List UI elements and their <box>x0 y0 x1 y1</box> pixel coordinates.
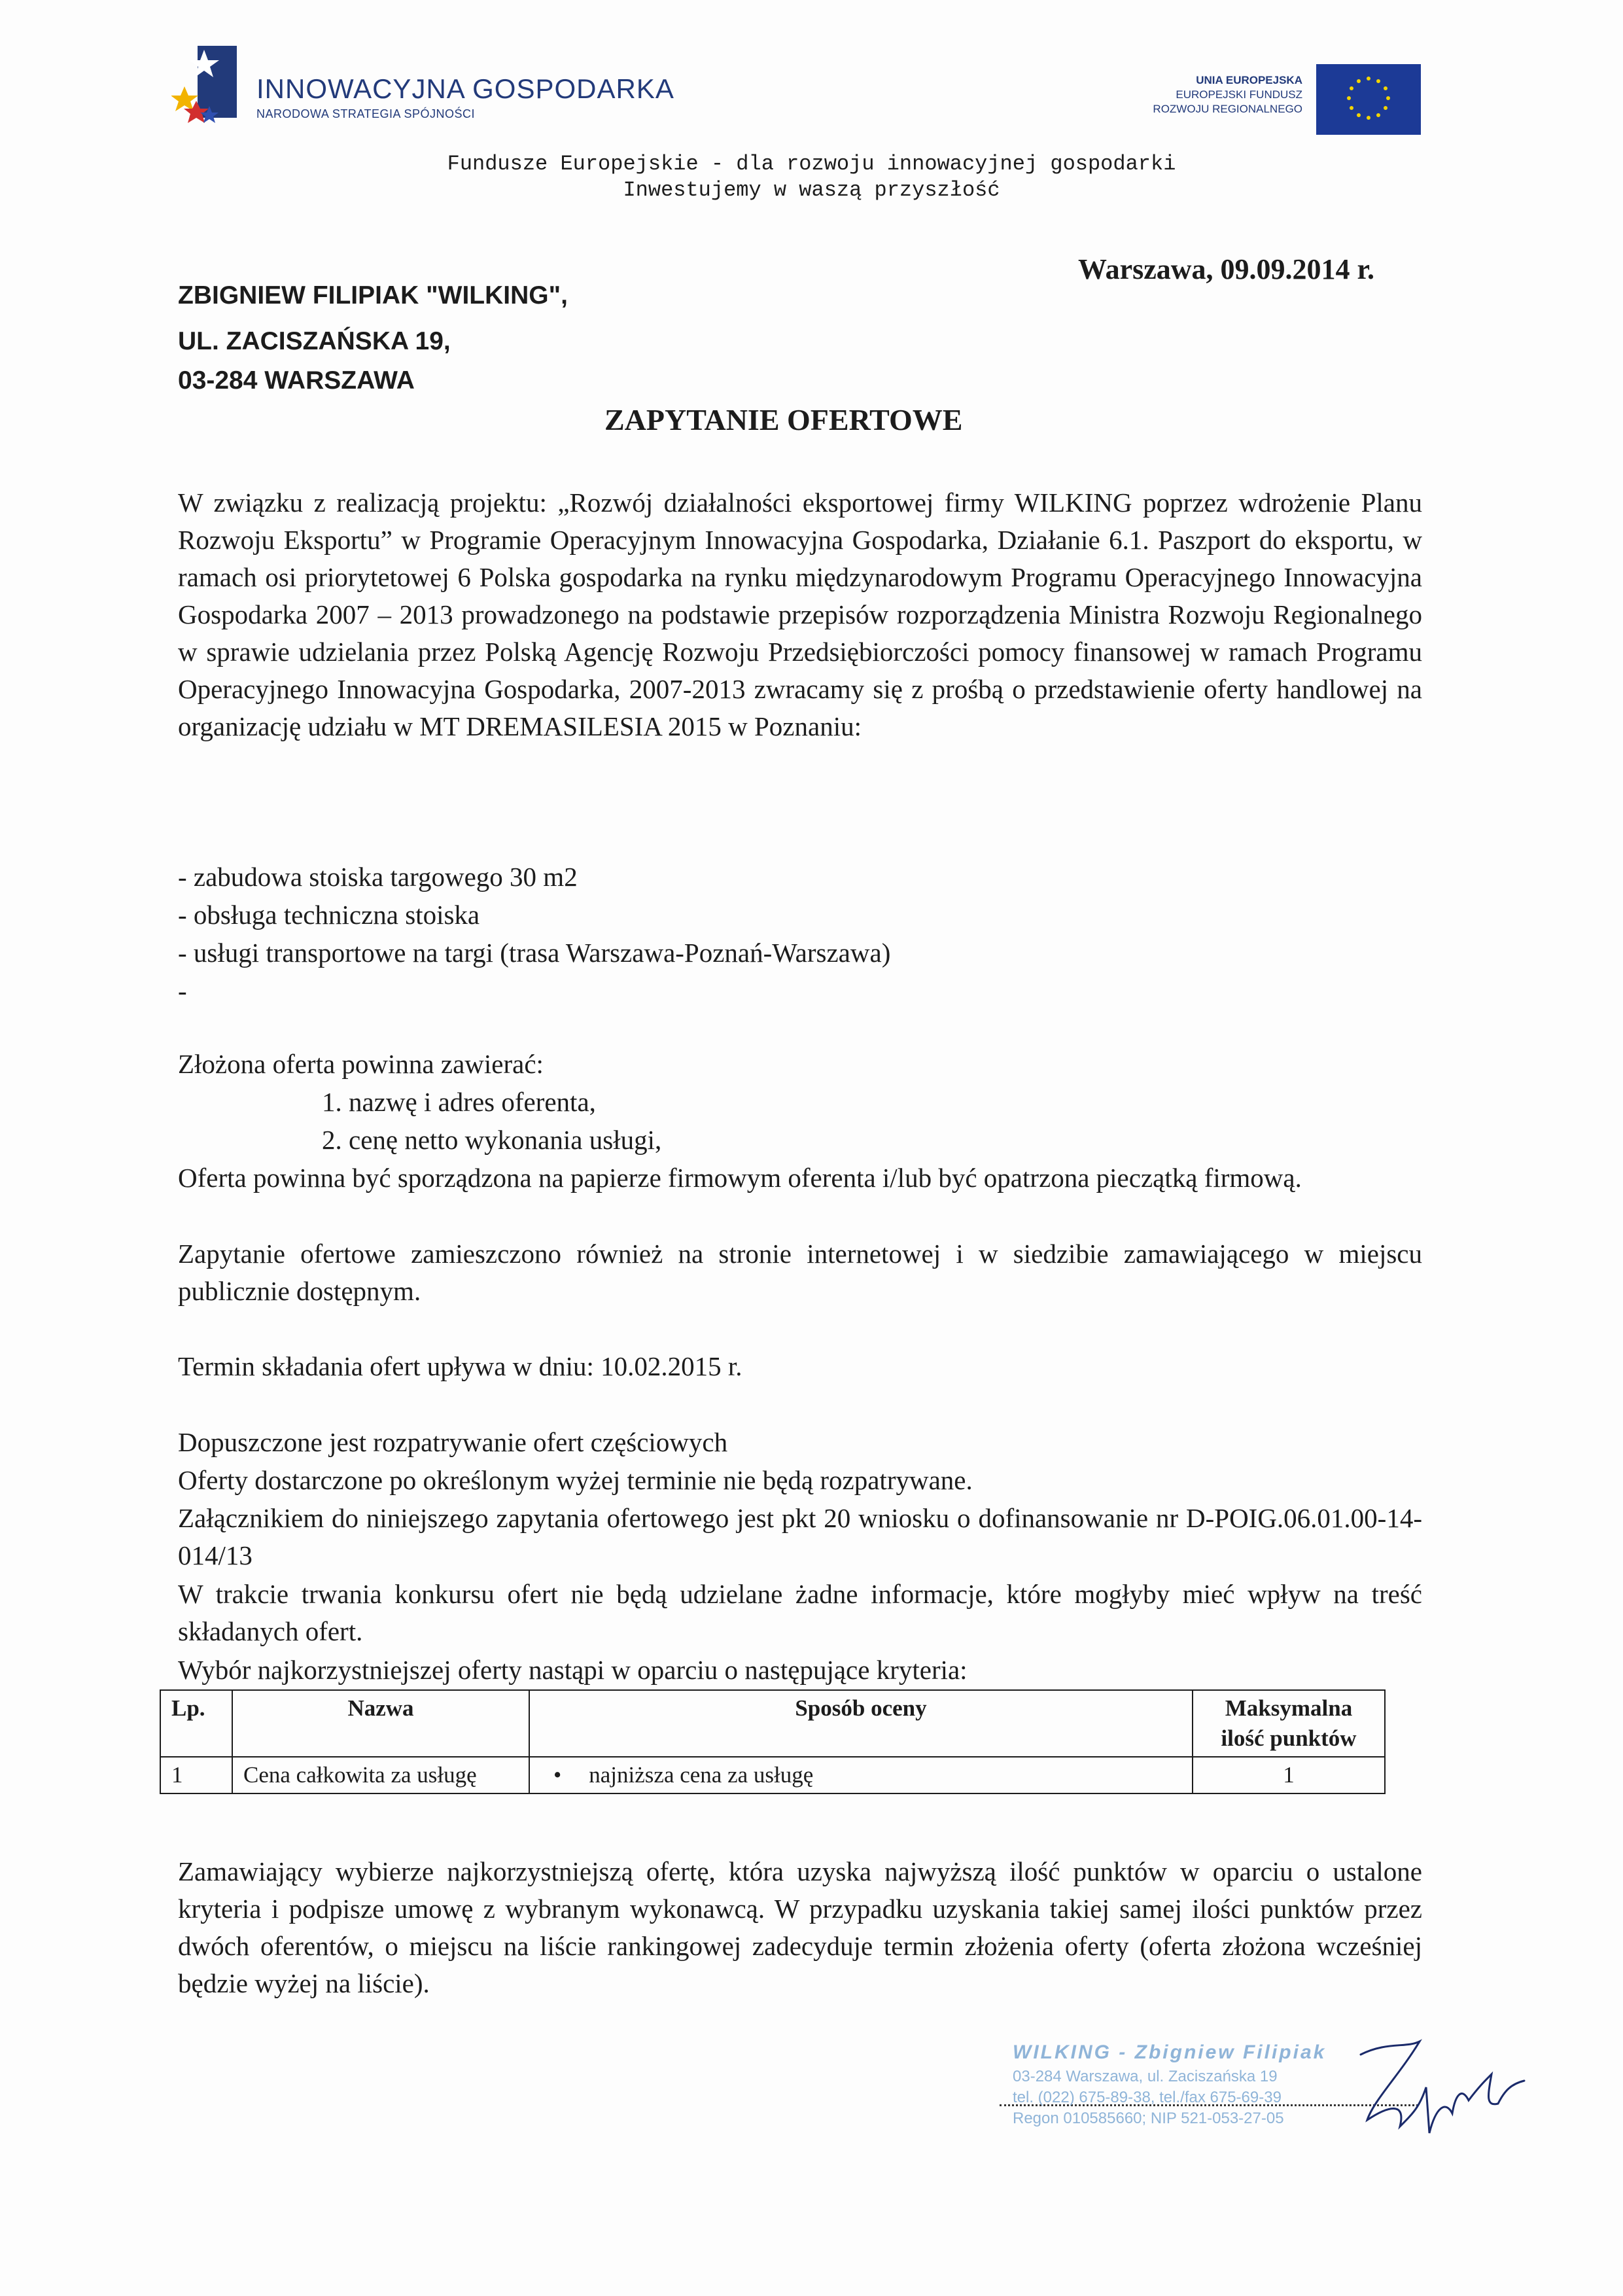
service-item-1: - zabudowa stoiska targowego 30 m2 <box>178 862 578 892</box>
offer-contents-item-2: 2. cenę netto wykonania usługi, <box>322 1125 662 1155</box>
cell-method-text: najniższa cena za usługę <box>589 1762 814 1788</box>
logo-title: INNOWACYJNA GOSPODARKA <box>256 73 674 104</box>
cell-name: Cena całkowita za usługę <box>232 1757 529 1793</box>
service-item-4: - <box>178 976 187 1006</box>
cell-points: 1 <box>1193 1757 1385 1793</box>
deadline-text: Termin składania ofert upływa w dniu: 10.02.2015 r. <box>178 1351 742 1381</box>
stamp-line-3: tel. (022) 675-89-38, tel./fax 675-69-39 <box>1013 2089 1282 2106</box>
motto-line-1: Fundusze Europejskie - dla rozwoju innowacyjnej gospodarki <box>447 152 1176 176</box>
innowacyjna-gospodarka-logo <box>171 41 695 139</box>
criteria-intro-text: Wybór najkorzystniejszej oferty nastąpi w oparciu o następujące kryteria: <box>178 1655 968 1685</box>
late-offers-text: Oferty dostarczone po określonym wyżej terminie nie będą rozpatrywane. <box>178 1465 973 1495</box>
stamp-line-1: WILKING - Zbigniew Filipiak <box>1013 2041 1327 2063</box>
cell-lp: 1 <box>160 1757 232 1793</box>
motto-line-2: Inwestujemy w waszą przyszłość <box>623 178 1000 202</box>
column-header-name: Nazwa <box>232 1690 529 1757</box>
eu-line-2: EUROPEJSKI FUNDUSZ <box>1176 88 1302 101</box>
criteria-table <box>160 1689 1386 1794</box>
no-info-paragraph: W trakcie trwania konkursu ofert nie będą udzielane żadne informacje, które mogłyby mieć wpływ na treść składanych ofert. <box>178 1579 1422 1646</box>
offer-contents-heading: Złożona oferta powinna zawierać: <box>178 1049 544 1079</box>
service-item-3: - usługi transportowe na targi (trasa Warszawa-Poznań-Warszawa) <box>178 938 891 968</box>
attachment-paragraph: Załącznikiem do niniejszego zapytania ofertowego jest pkt 20 wniosku o dofinansowanie nr D-POIG.06.01.00-14-014/13 <box>178 1503 1422 1570</box>
column-header-method: Sposób oceny <box>529 1690 1193 1757</box>
closing-paragraph: Zamawiający wybierze najkorzystniejszą ofertę, która uzyska najwyższą ilość punktów w oparciu o ustalone kryteria i podpisze umowę z wybranym wykonawcą. W przypadku uzyskania takiej samej ilości punktów przez dwóch oferentów, o miejscu na liście rankingowej zadecyduje termin złożenia oferty (oferta złożona wcześniej będzie wyżej na liście). <box>178 1856 1422 1998</box>
recipient-line-2: UL. ZACISZAŃSKA 19, <box>178 327 451 355</box>
document-title: ZAPYTANIE OFERTOWE <box>604 403 963 436</box>
stamp-line-2: 03-284 Warszawa, ul. Zaciszańska 19 <box>1013 2068 1278 2085</box>
recipient-line-1: ZBIGNIEW FILIPIAK "WILKING", <box>178 281 568 309</box>
intro-paragraph: W związku z realizacją projektu: „Rozwój działalności eksportowej firmy WILKING poprzez wdrożenie Planu Rozwoju Eksportu” w Programie Operacyjnym Innowacyjna Gospodarka, Działanie 6.1. Paszport do eksportu, w ramach osi priorytetowej 6 Polska gospodarka na rynku międzynarodowym Programu Operacyjnego Innowacyjna Gospodarka 2007 – 2013 prowadzonego na podstawie przepisów rozporządzenia Ministra Rozwoju Regionalnego w sprawie udzielania przez Polską Agencję Rozwoju Przedsiębiorczości pomocy finansowej w ramach Programu Operacyjnego Innowacyjna Gospodarka, 2007-2013 zwracamy się z prośbą o przedstawienie oferty handlowej na organizację udziału w MT DREMASILESIA 2015 w Poznaniu: <box>178 487 1422 741</box>
eu-line-3: ROZWOJU REGIONALNEGO <box>1153 103 1302 115</box>
eu-line-1: UNIA EUROPEJSKA <box>1196 74 1302 86</box>
stamp-line-4: Regon 010585660; NIP 521-053-27-05 <box>1013 2110 1284 2127</box>
column-header-lp: Lp. <box>160 1690 232 1757</box>
bullet-icon: • <box>553 1762 562 1788</box>
offer-paper-paragraph: Oferta powinna być sporządzona na papierze firmowym oferenta i/lub być opatrzona pieczątką firmową. <box>178 1163 1302 1193</box>
offer-contents-item-1: 1. nazwę i adres oferenta, <box>322 1087 596 1117</box>
logo-subtitle: NARODOWA STRATEGIA SPÓJNOŚCI <box>256 107 476 120</box>
document-date: Warszawa, 09.09.2014 r. <box>1078 253 1375 285</box>
ig-star-emblem-icon <box>171 41 256 139</box>
published-paragraph: Zapytanie ofertowe zamieszczono również na stronie internetowej i w siedzibie zamawiającego w miejscu publicznie dostępnym. <box>178 1239 1422 1306</box>
column-header-points: Maksymalna ilość punktów <box>1193 1690 1385 1757</box>
eu-logo-text <box>1028 73 1302 116</box>
table-header-row <box>160 1690 1385 1757</box>
partial-offers-text: Dopuszczone jest rozpatrywanie ofert częściowych <box>178 1427 728 1457</box>
service-item-2: - obsługa techniczna stoiska <box>178 900 480 930</box>
cell-method <box>529 1757 1193 1793</box>
eu-flag-icon <box>1316 64 1421 135</box>
handwritten-signature <box>1348 2028 1544 2159</box>
recipient-line-3: 03-284 WARSZAWA <box>178 366 415 395</box>
table-row <box>160 1757 1385 1793</box>
company-stamp <box>1013 2041 1405 2166</box>
